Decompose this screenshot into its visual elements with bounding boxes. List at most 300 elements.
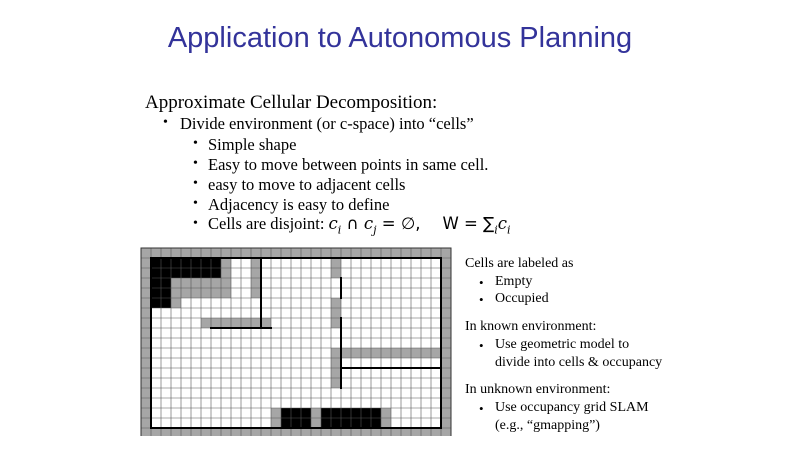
empty-cell: [221, 298, 231, 308]
empty-cell: [251, 368, 261, 378]
empty-cell: [251, 378, 261, 388]
empty-cell: [181, 338, 191, 348]
empty-cell: [191, 328, 201, 338]
empty-cell: [431, 378, 441, 388]
empty-cell: [251, 398, 261, 408]
empty-cell: [371, 268, 381, 278]
empty-cell: [281, 368, 291, 378]
empty-cell: [391, 388, 401, 398]
empty-cell: [361, 388, 371, 398]
boundary-cell: [141, 358, 151, 368]
empty-cell: [151, 408, 161, 418]
known-env-line2: divide into cells & occupancy: [495, 355, 663, 370]
empty-cell: [241, 298, 251, 308]
boundary-cell: [401, 428, 411, 436]
empty-cell: [261, 378, 271, 388]
boundary-cell: [241, 428, 251, 436]
boundary-cell: [331, 428, 341, 436]
boundary-cell: [441, 428, 451, 436]
occupied-cell: [321, 408, 331, 418]
boundary-cell: [391, 348, 401, 358]
empty-cell: [271, 288, 281, 298]
boundary-cell: [141, 298, 151, 308]
boundary-cell: [191, 428, 201, 436]
boundary-cell: [341, 428, 351, 436]
boundary-cell: [181, 428, 191, 436]
empty-cell: [291, 388, 301, 398]
boundary-cell: [261, 318, 271, 328]
sub-bullet: Simple shape: [208, 135, 297, 154]
empty-cell: [431, 288, 441, 298]
empty-cell: [421, 338, 431, 348]
boundary-cell: [431, 428, 441, 436]
empty-cell: [201, 328, 211, 338]
empty-cell: [341, 278, 351, 288]
empty-cell: [411, 408, 421, 418]
empty-cell: [311, 398, 321, 408]
empty-cell: [241, 388, 251, 398]
empty-cell: [171, 308, 181, 318]
empty-cell: [211, 358, 221, 368]
occupied-cell: [191, 258, 201, 268]
empty-cell: [171, 368, 181, 378]
empty-cell: [431, 398, 441, 408]
empty-cell: [301, 368, 311, 378]
empty-cell: [431, 388, 441, 398]
boundary-cell: [441, 368, 451, 378]
boundary-cell: [441, 248, 451, 258]
empty-cell: [261, 328, 271, 338]
empty-cell: [161, 328, 171, 338]
empty-cell: [171, 328, 181, 338]
unknown-env-line2: (e.g., “gmapping”): [495, 418, 600, 433]
boundary-cell: [241, 318, 251, 328]
empty-cell: [191, 418, 201, 428]
occupied-cell: [171, 268, 181, 278]
boundary-cell: [171, 278, 181, 288]
empty-cell: [201, 388, 211, 398]
empty-cell: [201, 378, 211, 388]
boundary-cell: [141, 348, 151, 358]
boundary-cell: [161, 428, 171, 436]
empty-cell: [181, 388, 191, 398]
empty-cell: [331, 338, 341, 348]
empty-cell: [221, 348, 231, 358]
empty-cell: [201, 418, 211, 428]
sub-bullet: Adjacency is easy to define: [208, 195, 390, 214]
label-empty: Empty: [495, 274, 533, 289]
boundary-cell: [231, 248, 241, 258]
disjoint-prefix: Cells are disjoint:: [208, 214, 329, 233]
boundary-cell: [441, 258, 451, 268]
empty-cell: [321, 398, 331, 408]
empty-cell: [171, 398, 181, 408]
empty-cell: [301, 388, 311, 398]
empty-cell: [261, 308, 271, 318]
empty-cell: [311, 298, 321, 308]
bullet-icon: •: [193, 196, 198, 211]
empty-cell: [221, 328, 231, 338]
boundary-cell: [361, 248, 371, 258]
empty-cell: [251, 338, 261, 348]
boundary-cell: [141, 278, 151, 288]
empty-cell: [281, 288, 291, 298]
boundary-cell: [171, 298, 181, 308]
empty-cell: [271, 258, 281, 268]
empty-cell: [221, 338, 231, 348]
empty-cell: [341, 388, 351, 398]
empty-cell: [301, 358, 311, 368]
empty-cell: [421, 278, 431, 288]
empty-cell: [371, 358, 381, 368]
empty-cell: [201, 408, 211, 418]
empty-cell: [311, 348, 321, 358]
empty-cell: [351, 328, 361, 338]
boundary-cell: [371, 428, 381, 436]
boundary-cell: [151, 428, 161, 436]
empty-cell: [311, 368, 321, 378]
empty-cell: [201, 298, 211, 308]
empty-cell: [281, 388, 291, 398]
empty-cell: [171, 348, 181, 358]
empty-cell: [421, 318, 431, 328]
empty-cell: [431, 338, 441, 348]
boundary-cell: [391, 428, 401, 436]
empty-cell: [351, 298, 361, 308]
occupied-cell: [341, 408, 351, 418]
known-env-line1: Use geometric model to: [495, 337, 630, 352]
boundary-cell: [341, 348, 351, 358]
boundary-cell: [301, 428, 311, 436]
occupied-cell: [151, 278, 161, 288]
occupied-cell: [161, 268, 171, 278]
empty-cell: [401, 338, 411, 348]
empty-cell: [171, 378, 181, 388]
empty-cell: [411, 278, 421, 288]
empty-cell: [191, 378, 201, 388]
empty-cell: [231, 418, 241, 428]
empty-cell: [421, 358, 431, 368]
empty-cell: [391, 368, 401, 378]
empty-cell: [311, 338, 321, 348]
empty-cell: [321, 288, 331, 298]
empty-cell: [371, 398, 381, 408]
empty-cell: [181, 308, 191, 318]
empty-cell: [311, 318, 321, 328]
empty-cell: [411, 288, 421, 298]
empty-cell: [291, 398, 301, 408]
empty-cell: [431, 318, 441, 328]
occupied-cell: [161, 258, 171, 268]
empty-cell: [421, 268, 431, 278]
boundary-cell: [441, 288, 451, 298]
empty-cell: [361, 378, 371, 388]
boundary-cell: [141, 248, 151, 258]
boundary-cell: [201, 278, 211, 288]
empty-cell: [341, 338, 351, 348]
empty-cell: [211, 338, 221, 348]
empty-cell: [261, 268, 271, 278]
boundary-cell: [141, 368, 151, 378]
empty-cell: [341, 298, 351, 308]
empty-cell: [351, 378, 361, 388]
boundary-cell: [291, 428, 301, 436]
empty-cell: [321, 318, 331, 328]
boundary-cell: [181, 278, 191, 288]
boundary-cell: [441, 268, 451, 278]
boundary-cell: [211, 428, 221, 436]
empty-cell: [301, 328, 311, 338]
empty-cell: [161, 368, 171, 378]
boundary-cell: [441, 338, 451, 348]
boundary-cell: [341, 248, 351, 258]
boundary-cell: [331, 308, 341, 318]
empty-cell: [321, 268, 331, 278]
empty-cell: [391, 338, 401, 348]
occupied-cell: [161, 288, 171, 298]
boundary-cell: [141, 268, 151, 278]
empty-cell: [241, 258, 251, 268]
boundary-cell: [331, 268, 341, 278]
empty-cell: [271, 368, 281, 378]
empty-cell: [421, 258, 431, 268]
empty-cell: [381, 308, 391, 318]
empty-cell: [401, 358, 411, 368]
empty-cell: [341, 398, 351, 408]
empty-cell: [271, 298, 281, 308]
empty-cell: [351, 258, 361, 268]
empty-cell: [401, 268, 411, 278]
empty-cell: [361, 258, 371, 268]
boundary-cell: [271, 408, 281, 418]
empty-cell: [231, 258, 241, 268]
empty-cell: [371, 388, 381, 398]
boundary-cell: [231, 428, 241, 436]
empty-cell: [261, 368, 271, 378]
occupied-cell: [281, 418, 291, 428]
empty-cell: [431, 418, 441, 428]
empty-cell: [181, 318, 191, 328]
boundary-cell: [211, 248, 221, 258]
empty-cell: [421, 388, 431, 398]
boundary-cell: [441, 308, 451, 318]
math-c: c: [363, 214, 374, 233]
empty-cell: [171, 408, 181, 418]
empty-cell: [231, 348, 241, 358]
boundary-cell: [361, 428, 371, 436]
empty-cell: [301, 318, 311, 328]
empty-cell: [161, 398, 171, 408]
boundary-cell: [441, 388, 451, 398]
empty-cell: [361, 358, 371, 368]
boundary-cell: [141, 258, 151, 268]
empty-cell: [211, 298, 221, 308]
empty-cell: [241, 398, 251, 408]
empty-cell: [221, 378, 231, 388]
empty-cell: [251, 298, 261, 308]
empty-cell: [371, 298, 381, 308]
empty-cell: [341, 288, 351, 298]
boundary-cell: [151, 248, 161, 258]
boundary-cell: [141, 428, 151, 436]
boundary-cell: [261, 248, 271, 258]
empty-cell: [311, 328, 321, 338]
bullet-icon: •: [479, 338, 484, 353]
occupied-cell: [191, 268, 201, 278]
boundary-cell: [221, 288, 231, 298]
empty-cell: [251, 348, 261, 358]
empty-cell: [211, 388, 221, 398]
boundary-cell: [251, 258, 261, 268]
empty-cell: [421, 288, 431, 298]
occupied-cell: [161, 278, 171, 288]
empty-cell: [291, 258, 301, 268]
boundary-cell: [141, 308, 151, 318]
occupied-cell: [361, 418, 371, 428]
empty-cell: [241, 408, 251, 418]
empty-cell: [311, 378, 321, 388]
boundary-cell: [441, 378, 451, 388]
empty-cell: [291, 298, 301, 308]
empty-cell: [161, 318, 171, 328]
boundary-cell: [141, 288, 151, 298]
boundary-cell: [381, 418, 391, 428]
boundary-cell: [251, 288, 261, 298]
empty-cell: [301, 288, 311, 298]
empty-cell: [261, 338, 271, 348]
boundary-cell: [221, 258, 231, 268]
boundary-cell: [181, 248, 191, 258]
bullet-icon: •: [163, 115, 168, 130]
boundary-cell: [331, 348, 341, 358]
empty-cell: [191, 318, 201, 328]
boundary-cell: [171, 428, 181, 436]
empty-cell: [201, 338, 211, 348]
empty-cell: [311, 388, 321, 398]
empty-cell: [251, 408, 261, 418]
empty-cell: [291, 338, 301, 348]
empty-cell: [401, 388, 411, 398]
empty-cell: [191, 308, 201, 318]
empty-cell: [271, 308, 281, 318]
empty-cell: [161, 388, 171, 398]
empty-cell: [241, 348, 251, 358]
empty-cell: [321, 338, 331, 348]
empty-cell: [321, 278, 331, 288]
empty-cell: [351, 338, 361, 348]
bullet-icon: •: [479, 401, 484, 416]
boundary-cell: [411, 428, 421, 436]
empty-cell: [411, 298, 421, 308]
empty-cell: [231, 338, 241, 348]
empty-cell: [201, 368, 211, 378]
empty-cell: [211, 408, 221, 418]
empty-cell: [311, 268, 321, 278]
empty-cell: [381, 368, 391, 378]
boundary-cell: [431, 348, 441, 358]
boundary-cell: [141, 328, 151, 338]
empty-cell: [261, 348, 271, 358]
empty-cell: [331, 398, 341, 408]
empty-cell: [321, 388, 331, 398]
boundary-cell: [251, 428, 261, 436]
empty-cell: [171, 318, 181, 328]
empty-cell: [151, 318, 161, 328]
empty-cell: [211, 378, 221, 388]
empty-cell: [161, 378, 171, 388]
empty-cell: [361, 308, 371, 318]
empty-cell: [371, 378, 381, 388]
empty-cell: [231, 398, 241, 408]
boundary-cell: [231, 318, 241, 328]
cells-labeled-title: Cells are labeled as: [465, 256, 574, 271]
boundary-cell: [371, 348, 381, 358]
empty-cell: [391, 298, 401, 308]
empty-cell: [301, 278, 311, 288]
empty-cell: [361, 288, 371, 298]
occupied-cell: [151, 288, 161, 298]
empty-cell: [281, 318, 291, 328]
boundary-cell: [161, 248, 171, 258]
occupied-cell: [361, 408, 371, 418]
empty-cell: [311, 278, 321, 288]
boundary-cell: [391, 248, 401, 258]
empty-cell: [211, 368, 221, 378]
empty-cell: [351, 288, 361, 298]
empty-cell: [351, 278, 361, 288]
empty-cell: [281, 258, 291, 268]
empty-cell: [391, 418, 401, 428]
empty-cell: [381, 378, 391, 388]
boundary-cell: [311, 418, 321, 428]
empty-cell: [171, 418, 181, 428]
empty-cell: [181, 378, 191, 388]
occupied-cell: [351, 408, 361, 418]
occupancy-grid: [139, 246, 453, 436]
boundary-cell: [411, 248, 421, 258]
empty-cell: [331, 388, 341, 398]
empty-cell: [301, 298, 311, 308]
empty-cell: [371, 258, 381, 268]
empty-cell: [411, 328, 421, 338]
empty-cell: [381, 398, 391, 408]
empty-cell: [301, 268, 311, 278]
empty-cell: [221, 368, 231, 378]
boundary-cell: [281, 428, 291, 436]
empty-cell: [341, 378, 351, 388]
empty-cell: [241, 268, 251, 278]
empty-cell: [341, 328, 351, 338]
empty-cell: [181, 408, 191, 418]
empty-cell: [371, 338, 381, 348]
boundary-cell: [221, 268, 231, 278]
boundary-cell: [191, 248, 201, 258]
empty-cell: [221, 388, 231, 398]
empty-cell: [291, 268, 301, 278]
occupied-cell: [291, 418, 301, 428]
empty-cell: [211, 328, 221, 338]
boundary-cell: [201, 318, 211, 328]
empty-cell: [191, 408, 201, 418]
empty-cell: [181, 368, 191, 378]
empty-cell: [291, 348, 301, 358]
empty-cell: [291, 318, 301, 328]
empty-cell: [271, 268, 281, 278]
empty-cell: [311, 258, 321, 268]
empty-cell: [321, 358, 331, 368]
occupied-cell: [161, 298, 171, 308]
empty-cell: [231, 388, 241, 398]
